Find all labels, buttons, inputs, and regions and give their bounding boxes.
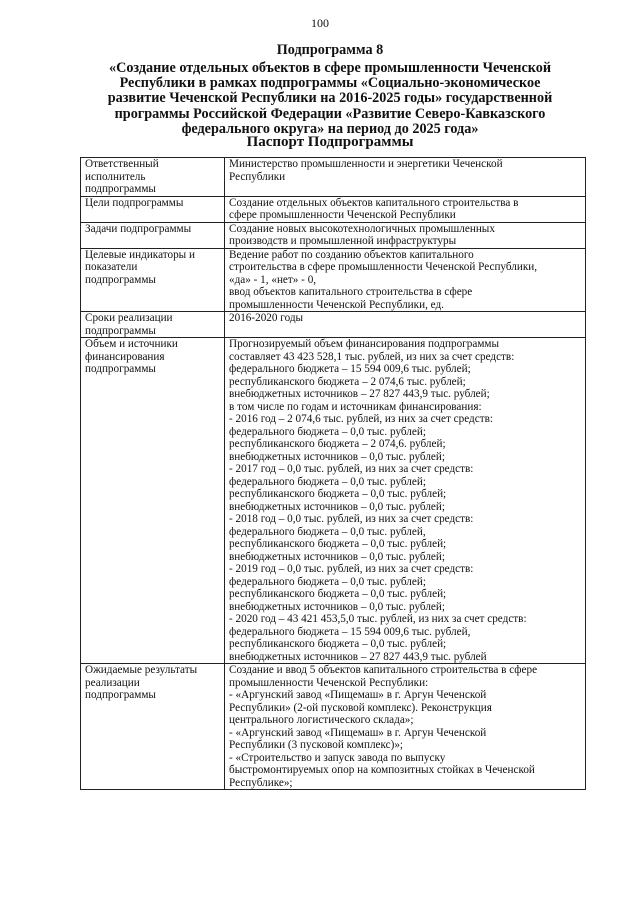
row-label-cell — [81, 664, 225, 790]
subprogram-heading: Подпрограмма 8 — [276, 42, 384, 58]
table-row — [81, 196, 586, 222]
row-value-line: Министерство промышленности и энергетики Чеченской — [229, 158, 503, 170]
row-value-line: республиканского бюджета – 2 074,6. рублей; — [229, 438, 446, 450]
row-value-line: центрального логистического склада»; — [229, 714, 414, 726]
row-value-cell — [225, 222, 586, 248]
row-label-cell — [81, 158, 225, 197]
row-value-line: федерального бюджета – 0,0 тыс. рублей; — [229, 575, 426, 588]
row-value-cell — [225, 664, 586, 790]
row-value-line: быстромонтируемых опор на композитных стойках в Чеченской — [229, 764, 535, 776]
row-value-line: Создание новых высокотехнологичных промышленных — [229, 222, 495, 235]
row-label-line: Ожидаемые результаты — [85, 664, 198, 676]
title-line: федерального округа» на период до 2025 года» — [181, 120, 479, 137]
row-value-line: внебюджетных источников – 27 827 443,9 тыс. рублей — [229, 650, 487, 663]
row-value-line: Республики — [229, 170, 286, 183]
row-value-line: - 2020 год – 43 421 453,5,0 тыс. рублей, из них за счет средств: — [229, 613, 527, 625]
row-label-line: Цели подпрограммы — [85, 196, 184, 209]
row-label-cell — [81, 196, 225, 222]
row-value-line: - 2016 год – 2 074,6 тыс. рублей, из них за счет средств: — [229, 413, 493, 425]
row-label-line: Задачи подпрограммы — [85, 222, 192, 235]
row-value-line: федерального бюджета – 0,0 тыс. рублей, — [229, 525, 426, 538]
title-line: «Создание отдельных объектов в сфере промышленности Чеченской — [108, 60, 551, 76]
title-line: развитие Чеченской Республики на 2016-2025 годы» государственной — [107, 90, 553, 107]
table-row — [81, 158, 586, 197]
row-value-line: 2016-2020 годы — [229, 312, 304, 324]
row-value-cell — [225, 338, 586, 664]
row-value-line: республиканского бюджета – 0,0 тыс. рублей; — [229, 488, 447, 500]
table-row — [81, 312, 586, 338]
row-value-line: внебюджетных источников – 0,0 тыс. рублей; — [229, 450, 445, 463]
title-line: Республики в рамках подпрограммы «Социально-экономическое — [119, 75, 541, 92]
title-line: программы Российской Федерации «Развитие Северо-Кавказского — [114, 105, 546, 122]
row-value-line: федерального бюджета – 15 594 009,6 тыс. рублей, — [229, 625, 471, 638]
row-label-line: показатели — [85, 261, 138, 273]
row-label-line: Объем и источники — [85, 338, 178, 350]
row-label-cell — [81, 312, 225, 338]
row-value-line: ввод объектов капитального строительства в сфере — [229, 286, 473, 298]
row-value-line: в том числе по годам и источникам финансирования: — [229, 400, 482, 413]
row-value-line: - «Аргунский завод «Пищемаш» в г. Аргун Чеченской — [229, 726, 487, 739]
row-value-line: республиканского бюджета – 0,0 тыс. рублей; — [229, 538, 447, 550]
row-label-line: подпрограммы — [85, 183, 156, 195]
row-value-line: Республике»; — [229, 776, 293, 789]
row-value-line: - «Аргунский завод «Пищемаш» в г. Аргун Чеченской — [229, 689, 487, 701]
row-value-line: внебюджетных источников – 0,0 тыс. рублей; — [229, 500, 445, 513]
row-label-line: исполнитель — [85, 170, 146, 183]
table-row — [81, 222, 586, 248]
row-value-cell — [225, 312, 586, 338]
row-label-line: подпрограммы — [85, 273, 156, 286]
row-label-line: подпрограммы — [85, 363, 156, 375]
table-row — [81, 338, 586, 664]
table-row — [81, 664, 586, 790]
row-label-line: подпрограммы — [85, 689, 156, 701]
passport-table — [80, 157, 586, 790]
row-label-line: подпрограммы — [85, 324, 156, 337]
row-value-line: - «Строительство и запуск завода по выпуску — [229, 751, 446, 764]
row-value-line: федерального бюджета – 0,0 тыс. рублей; — [229, 425, 426, 438]
row-value-line: республиканского бюджета – 0,0 тыс. рублей; — [229, 588, 447, 600]
row-value-line: Республики» (2-ой пусковой комплекс). Реконструкция — [229, 701, 492, 714]
row-value-line: составляет 43 423 528,1 тыс. рублей, из них за счет средств: — [229, 350, 515, 363]
row-value-line: - 2017 год – 0,0 тыс. рублей, из них за счет средств: — [229, 463, 474, 475]
row-value-line: внебюджетных источников – 0,0 тыс. рублей; — [229, 550, 445, 563]
row-value-line: Создание отдельных объектов капитального строительства в — [229, 196, 519, 209]
row-label-cell — [81, 248, 225, 312]
row-label-cell — [81, 338, 225, 664]
passport-table-body — [81, 158, 586, 790]
row-value-cell — [225, 158, 586, 197]
subprogram-title — [90, 61, 570, 137]
row-value-line: промышленности Чеченской Республики: — [229, 676, 429, 689]
row-value-line: строительства в сфере промышленности Чеченской Республики, — [229, 261, 538, 273]
row-value-cell — [225, 248, 586, 312]
row-label-line: финансирования — [85, 350, 165, 363]
row-value-line: Прогнозируемый объем финансирования подпрограммы — [229, 338, 499, 350]
row-value-line: федерального бюджета – 15 594 009,6 тыс. рублей; — [229, 363, 471, 375]
page-number: 100 — [311, 16, 329, 30]
row-value-line: Создание и ввод 5 объектов капитального строительства в сфере — [229, 664, 538, 676]
passport-heading: Паспорт Подпрограммы — [246, 134, 414, 150]
row-value-line: федерального бюджета – 0,0 тыс. рублей; — [229, 475, 426, 488]
row-value-line: республиканского бюджета – 2 074,6 тыс. рублей; — [229, 375, 466, 388]
row-value-line: сфере промышленности Чеченской Республики — [229, 209, 456, 221]
row-value-cell — [225, 196, 586, 222]
row-value-line: «да» - 1, «нет» - 0, — [229, 273, 317, 286]
row-value-line: промышленности Чеченской Республики, ед. — [229, 298, 444, 311]
row-value-line: Ведение работ по созданию объектов капитального — [229, 248, 474, 261]
row-value-line: - 2018 год – 0,0 тыс. рублей, из них за счет средств: — [229, 513, 474, 525]
row-value-line: производств и промышленной инфраструктуры — [229, 235, 457, 247]
row-value-line: внебюджетных источников – 27 827 443,9 тыс. рублей; — [229, 388, 490, 400]
row-value-line: - 2019 год – 0,0 тыс. рублей, из них за счет средств: — [229, 563, 474, 575]
row-label-line: реализации — [85, 676, 140, 689]
row-label-cell — [81, 222, 225, 248]
row-label-line: Целевые индикаторы и — [85, 248, 195, 261]
table-row — [81, 248, 586, 312]
row-label-line: Ответственный — [85, 158, 159, 170]
row-value-line: Республики (3 пусковой комплекс)»; — [229, 739, 404, 751]
row-value-line: внебюджетных источников – 0,0 тыс. рублей; — [229, 600, 445, 613]
row-label-line: Сроки реализации — [85, 312, 173, 324]
row-value-line: республиканского бюджета – 0,0 тыс. рублей; — [229, 638, 447, 650]
